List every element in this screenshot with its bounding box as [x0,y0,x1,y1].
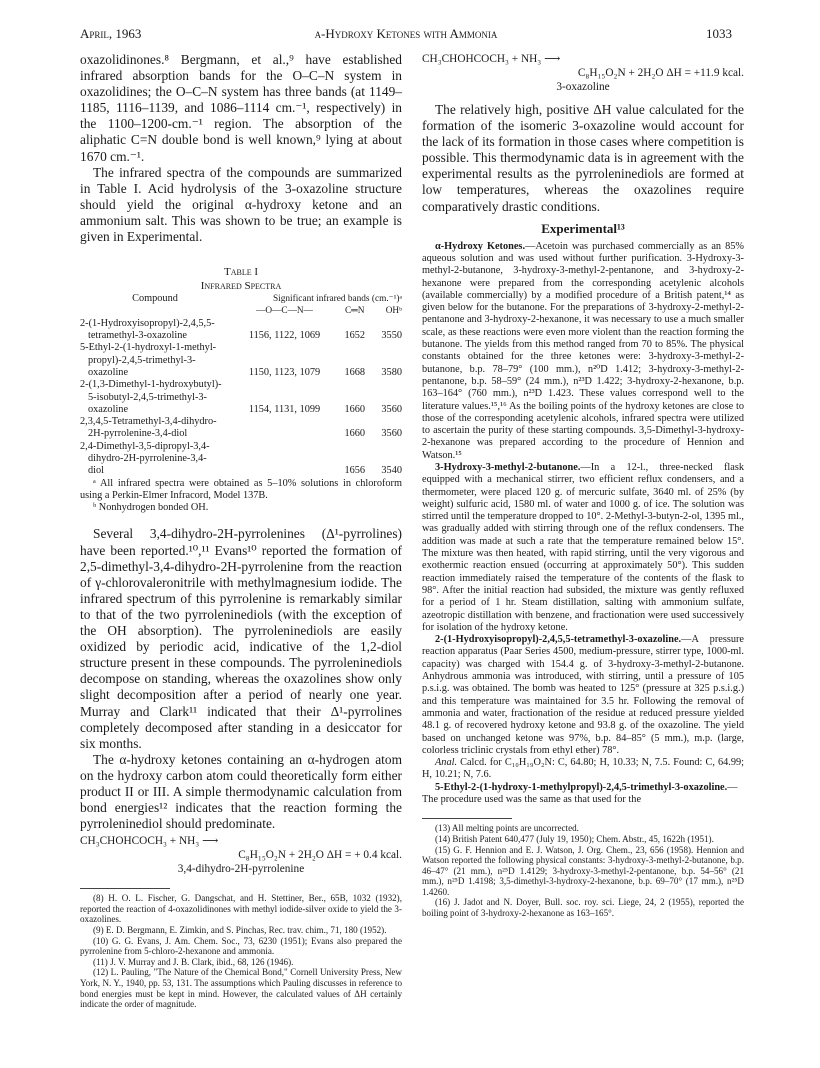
table-row [80,318,402,343]
right-column [422,52,744,919]
subheader-cn: C═N [344,306,365,317]
band-cn: 1660 [344,428,366,440]
compound-name: oxazoline [88,366,129,378]
paragraph: The infrared spectra of the compounds are summarized in Table I. Acid hydrolysis of the 3-oxazoline structure should yield the original α-hydroxy ketone and an ammonium salt. This was shown to be true; an example is given in Experimental. [80,164,402,245]
band-cn: 1660 [344,403,366,415]
compound-name: 2H-pyrrolenine-3,4-diol [88,428,188,440]
paragraph-text: —Acetoin was purchased commercially as an 85% aqueous solution and was used without further purification. 3-Hydroxy-3-methyl-2-butanone, 3-hydroxy-3-methyl-2-pentanone, and 3-hydroxy-2-hexanone were prepared from the corresponding acetylenic alcohols (available commercially) by a modified procedure of a British patent,¹⁴ as given below for the butanone. For the preparations of 3-hydroxy-2-methyl-2-pentanone and 3-hydroxy-2-hexanone, it was necessary to use a much smaller scale, as these reactions were even more violent than the reaction forming the butanone. The yields from this method ranged from 70 to 85%. The physical constants obtained for the three ketones were: 3-hydroxy-3-methyl-2-butanone, b.p. 78–79° (100 mm.), n²⁰D 1.412; 3-hydroxy-3-methyl-2-pentanone, b.p. 58–59° (24 mm.), n²³D 1.422; 3-hydroxy-2-hexanone, b.p. 163–164° (760 mm.), n²³D 1.423. These values correspond well to the literature values.¹⁵,¹⁶ As the boiling points of the hydroxy ketones are close to those of the corresponding acetylenic alcohols, infrared spectra were utilized to ascertain the purity of these starting compounds. 3,5-Dimethyl-3-hydroxy-2-hexanone was prepared according to the procedure of Hennion and Watson.¹⁵ [422,240,745,461]
footnote: (10) G. G. Evans, J. Am. Chem. Soc., 73, 6230 (1951); Evans also prepared the pyrrolenine from 5-chloro-2-hexanone and ammonia. [80,935,402,957]
band-oh: 3550 [381,330,402,342]
compound-name: 2-(1-Hydroxyisopropyl)-2,4,5,5- [80,317,215,329]
run-in-heading: 3-Hydroxy-3-methyl-2-butanone. [435,462,581,473]
footnote-rule [422,818,512,819]
band-cn: 1656 [344,465,366,477]
equation-lhs: CH₃CHOHCOCH₃ + NH₃ ⟶ [422,53,561,65]
footnote: (11) J. V. Murray and J. B. Clark, ibid., 68, 126 (1946). [93,956,294,967]
run-in-heading: Anal. [435,757,458,769]
paragraph: oxazolidinones.⁸ Bergmann, et al.,⁹ have established infrared absorption bands for the O–C–N system in oxazolidines; the O–C–N system has three bands (at 1149–1185, 1116–1139, and 1086–1114 cm.⁻¹, respectively) in the 1100–1200-cm.⁻¹ region. The absorption of the aliphatic C=N double bond is well known,⁹ lying at about 1670 cm.⁻¹. [80,52,402,164]
band-oh: 3540 [381,465,402,477]
table-label: Table I [223,266,259,279]
spectra-table [80,293,402,477]
subheader-ocn: —O—C—N— [256,306,313,317]
paragraph-text: —The procedure used was the same as that used for the [422,781,738,806]
table-note-b: ᵇ Nonhydrogen bonded OH. [93,502,209,514]
page-number: 1033 [706,26,732,41]
band-ocn [230,441,339,478]
footnote: (12) L. Pauling, "The Nature of the Chemical Bond," Cornell University Press, New York, N. Y., 1940, pp. 53, 131. The assumptions which Pauling discusses in reference to bond energies must be kept in mind. However, the calculated values of ΔH certainly indicate the order of magnitude. [80,967,402,1010]
footnote: (16) J. Jadot and N. Doyer, Bull. soc. roy. sci. Liege, 24, 2 (1955), reported the boiling point of 3-hydroxy-2-hexanone as 163–165°. [422,897,744,919]
header-date: April, 1963 [80,26,142,41]
compound-name: 2-(1,3-Dimethyl-1-hydroxybutyl)- [80,379,222,391]
band-oh: 3580 [381,366,402,378]
compound-name: 5-Ethyl-2-(1-hydroxyl-1-methyl- [80,342,217,354]
equation-product-name: 3,4-dihydro-2H-pyrrolenine [177,863,305,876]
paragraph-text: Calcd. for C₁₀H₁₉O₂N: C, 64.80; H, 10.33; N, 7.5. Found: C, 64.99; H, 10.21; N, 7.6. [422,757,744,781]
footnote-rule [80,888,170,889]
table-row [80,379,402,416]
paragraph: The α-hydroxy ketones containing an α-hydrogen atom on the hydroxy carbon atom could theoretically form either product II or III. A simple thermodynamic calculation from bond energies¹² indicates that the reaction forming the pyrroleninediol should predominate. [80,751,402,832]
equation-rhs: C₈H₁₅O₂N + 2H₂O ΔH = + 0.4 kcal. [238,849,402,862]
compound-name: diol [88,465,105,477]
experimental-paragraph [422,462,744,634]
band-ocn: 1156, 1122, 1069 [248,330,321,342]
band-cn: 1668 [344,366,366,378]
run-in-heading: 5-Ethyl-2-(1-hydroxy-1-methylpropyl)-2,4,5-trimethyl-3-oxazoline. [435,781,728,793]
running-header [80,26,732,44]
equation-1 [80,834,402,876]
compound-name: 2,4-Dimethyl-3,5-dipropyl-3,4- [80,440,210,452]
footnote: (9) E. D. Bergmann, E. Zimkin, and S. Pinchas, Rec. trav. chim., 71, 180 (1952). [93,925,387,936]
table-row [80,416,402,441]
band-oh: 3560 [381,428,402,440]
table-1 [80,265,402,514]
experimental-paragraph [422,782,744,807]
table-row [80,342,402,379]
equation-2 [422,52,744,94]
band-ocn: 1150, 1123, 1079 [248,366,321,378]
paragraph-text: —In a 12-l., three-necked flask equipped with a mechanical stirrer, two efficient reflux condensers, and a thermometer, were placed 120 g. of mercuric sulfate, 3640 ml. of 25% (by weight) sulfuric acid, 1580 ml. of water and 1000 g. of ice. The solution was stirred until the temperature dropped to 10°. 2-Methyl-3-butyn-2-ol, 1395 ml., was gradually added with stirring through one of the reflux condensers. The addition was made at such a rate that the temperature remained below 15°. The mixture was then heated, with rapid stirring, until the very vigorous and exothermic reaction ensued (occurring at approximately 50°). This sudden reaction immediately raised the temperature of the contents of the flask to 98°. After the initial reaction had subsided, the mixture was gently refluxed for a period of 1 hr. Steam distillation, salting with ammonium sulfate, azeotropic distillation with benzene, and fractionation were used successively for isolation of the hydroxy ketone. [422,462,744,633]
run-in-heading: 2-(1-Hydroxyisopropyl)-2,4,5,5-tetramethyl-3-oxazoline. [435,634,682,646]
experimental-paragraph [422,757,744,782]
band-ocn: 1154, 1131, 1099 [248,403,321,415]
band-ocn [230,416,339,441]
table-title: Infrared Spectra [200,280,282,293]
footnote: (15) G. F. Hennion and E. J. Watson, J. Org. Chem., 23, 656 (1958). Hennion and Watson reported the following physical constants: 3-hydroxy-3-methyl-2-butanone, b.p. 46–47° (21 mm.), n²⁵D 1.4129; 3-hydroxy-3-methyl-2-pentanone, b.p. 54–56° (21 mm.), n²⁵D 1.4198; 3,5-dimethyl-3-hydroxy-2-hexanone, b.p. 69–70° (17 mm.), n²⁵D 1.4260. [422,844,744,897]
experimental-paragraph [422,634,744,757]
table-subheader-row [80,305,402,317]
paragraph: The relatively high, positive ΔH value calculated for the formation of the isomeric 3-oxazoline would account for the lack of its formation in those cases where competition is possible. This thermodynamic data is in agreement with the experimental results as the pyrroleninediols are formed at low temperatures, whereas the oxazolines require comparatively drastic conditions. [422,102,744,214]
section-heading-experimental: Experimental¹³ [541,220,625,236]
left-column [80,52,402,1010]
compound-name: oxazoline [88,403,129,415]
band-oh: 3560 [381,403,402,415]
footnote: (14) British Patent 640,477 (July 19, 1950); Chem. Abstr., 45, 1622h (1951). [435,833,714,844]
footnote: (8) H. O. L. Fischer, G. Dangschat, and H. Stettiner, Ber., 65B, 1032 (1932), reported the reaction of 4-oxazolidinones with methyl iodide-silver oxide to yield the 3-oxazolines. [80,893,402,925]
paragraph: Several 3,4-dihydro-2H-pyrrolenines (Δ¹-pyrrolines) have been reported.¹⁰,¹¹ Evans¹⁰ reported the formation of 2,5-dimethyl-3,4-dihydro-2H-pyrrolenine from the reaction of γ-chlorovaleronitrile with methylmagnesium iodide. The infrared spectrum of this pyrrolenine is remarkably similar to that of the two pyrroleninediols (with the exception of the OH absorption). The pyrroleninediols are easily oxidized by periodic acid, indicative of the 1,2-diol structure present in these compounds. The pyrroleninediols decompose on standing, whereas the oxazolines show only slight decomposition after a period of nearly one year. Murray and Clark¹¹ indicated that their Δ¹-pyrrolines completely decomposed after standing in a desiccator for six months. [80,526,402,751]
equation-rhs: C₈H₁₅O₂N + 2H₂O ΔH = +11.9 kcal. [577,67,744,79]
table-row [80,441,402,478]
paragraph-text: —A pressure reaction apparatus (Paar Series 4500, medium-pressure, stirrer type, 1000-ml. capacity) was charged with 154.4 g. of 3-hydroxy-3-methyl-2-butanone. Anhydrous ammonia was introduced, with stirring, until a pressure of 105 p.s.i.g. was obtained. The bomb was heated to 125° (pressure at 325 p.s.i.g.) and this temperature was maintained for 3.5 hr. Following the removal of ammonia and water, fractionation of the residue at reduced pressure yielded 48.1 g. of recovered hydroxy ketone and 93.8 g. of the oxazoline. The yield based on unchanged ketone was 97%, b.p. 84–85° (5 mm.), m.p. (large, colorless triclinic crystals from ethyl ether) 78°. [422,634,744,756]
equation-product-name: 3-oxazoline [556,81,610,93]
footnote: (13) All melting points are uncorrected. [435,823,579,834]
table-header-row [80,293,402,305]
equation-lhs: CH₃CHOHCOCH₃ + NH₃ ⟶ [80,835,219,848]
table-note-a: ᵃ All infrared spectra were obtained as 5–10% solutions in chloroform using a Perkin-Elmer Infracord, Model 137B. [80,477,402,501]
col-header-compound: Compound [132,293,178,305]
compound-name: 5-isobutyl-2,4,5-trimethyl-3- [88,391,207,403]
compound-name: propyl)-2,4,5-trimethyl-3- [88,354,196,366]
col-header-bands: Significant infrared bands (cm.⁻¹)ᵃ [273,294,402,305]
header-title: α-Hydroxy Ketones with Ammonia [314,26,498,41]
footnotes-right [422,818,744,918]
run-in-heading: α-Hydroxy Ketones. [435,240,526,252]
compound-name: dihydro-2H-pyrrolenine-3,4- [88,452,207,464]
band-cn: 1652 [344,330,366,342]
subheader-oh: OHᵇ [385,306,402,317]
footnotes-left [80,888,402,1010]
compound-name: 2,3,4,5-Tetramethyl-3,4-dihydro- [80,416,217,428]
experimental-paragraph [422,241,744,462]
compound-name: tetramethyl-3-oxazoline [88,330,187,342]
